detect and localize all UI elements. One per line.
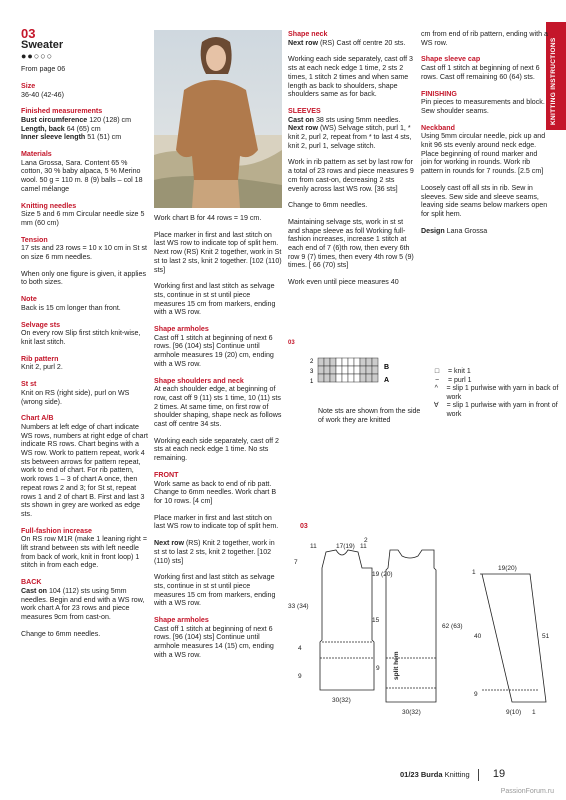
section-heading: Neckband [421, 123, 455, 132]
chart-cell [366, 366, 372, 374]
chart-cell [360, 374, 366, 382]
section-heading: BACK [21, 578, 42, 587]
text-line [21, 116, 149, 125]
body-text: Work in rib pattern as set by last row for a total of 23 rows and piece measures 9 cm from cast-on, decreasing 2 sts evenly across last WS row. [36 sts] [288, 158, 414, 193]
text-block [288, 55, 416, 99]
dim-sleeve-cap: 1 [472, 569, 476, 576]
section-heading: Full-fashion increase [21, 526, 92, 535]
page-number: 19 [492, 768, 506, 780]
chart-cell [318, 366, 324, 374]
section-heading: Shape armholes [154, 616, 209, 625]
text-block [154, 539, 282, 565]
text-block [21, 202, 149, 228]
body-text: Back is 15 cm longer than front. [21, 303, 121, 312]
body-text: Cast off 1 stitch at beginning of next 6 rows. [96 (104) sts] Continue until armhole measures 14 (15) cm, ending with a WS row. [154, 624, 274, 659]
section-heading: Size [21, 81, 36, 90]
body-text: When only one figure is given, it applies to both sizes. [21, 269, 146, 287]
text-block [288, 278, 416, 287]
dim-top-3: 11 [360, 543, 367, 550]
col2-body [154, 214, 282, 660]
column-1 [21, 26, 149, 646]
pattern-title: Sweater [21, 38, 64, 51]
text-block [21, 236, 149, 262]
chart-note: Note sts are shown from the side of work they are knitted [318, 408, 421, 424]
line-text: 120 (128) cm [87, 115, 131, 124]
chart-cell [324, 358, 330, 366]
legend-symbol: □ [434, 368, 440, 375]
section-heading: St st [21, 380, 37, 389]
chart-cell [336, 374, 342, 382]
line-text: Lana Grossa [444, 226, 488, 235]
body-text: Cast off 1 stitch at beginning of next 6 rows. [96 (104) sts] Continue until armhole measures 19 (20) cm, ending with a WS row. [154, 333, 274, 368]
dim-sleeve-rib: 9 [474, 691, 478, 698]
body-text: On RS row M1R (make 1 leaning right = lift strand between sts with left needle from back of work, knit in front loop) 1 stitch in from each edge. [21, 535, 147, 570]
section-heading: Tension [21, 235, 48, 244]
body-text: Work chart B for 44 rows = 19 cm. [154, 214, 262, 222]
body-text: Place marker in first and last stitch on last WS row to indicate top of split hem. [154, 513, 279, 531]
section-heading: Materials [21, 150, 52, 159]
svg-text:2: 2 [310, 359, 314, 365]
footer-section: Knitting [444, 770, 470, 779]
chart-cell [330, 358, 336, 366]
text-block [288, 30, 416, 47]
line-text: (RS) Knit 2 together, work in st st to last 2 sts, knit 2 together. [102 (110) sts] [154, 539, 275, 565]
line-label: Design [421, 226, 445, 235]
difficulty-rating: ●●○○○ [21, 51, 54, 62]
chart-cell [372, 358, 378, 366]
legend-label: = slip 1 purlwise with yarn in front of work [446, 402, 558, 418]
chart-cell [348, 366, 354, 374]
body-text: On every row Slip first stitch knit-wise, knit last stitch. [21, 329, 141, 346]
chart-label-a: A [384, 377, 390, 384]
from-page: From page 06 [21, 65, 66, 74]
body-text: Numbers at left edge of chart indicate WS rows, numbers at right edge of chart indicate RS rows. Chart begins with a WS row. Work to pattern repeat, work 4 sts between arrows for pattern repeat, work to end of chart. For rib pattern, work rows 1 – 3 of chart A once, then repeat rows 2 and 3; for St st, repeat rows 1 and 2 of chart B. First and last 3 sts shown in grey are worked as edge sts. [21, 422, 148, 518]
column-3 [288, 30, 416, 295]
body-text: 36-40 (42-46) [21, 90, 64, 99]
chart-cell [324, 374, 330, 382]
chart-cell [324, 366, 330, 374]
legend-item [426, 377, 566, 386]
body-text: Loosely cast off all sts in rib. Sew in sleeves. Sew side and sleeve seams, leaving side seams below markers open for split hem. [421, 183, 548, 218]
svg-text:3: 3 [310, 369, 314, 375]
dim-half-width: 30(32) [332, 697, 351, 704]
chart-cell [318, 374, 324, 382]
page-footer [400, 768, 505, 781]
line-text: 64 (65) cm [64, 124, 101, 133]
chart-label-b: B [384, 364, 390, 371]
legend-item [426, 402, 566, 419]
pattern-number: 03 [21, 26, 36, 41]
chart-cell [372, 366, 378, 374]
chart-cell [360, 358, 366, 366]
line-label: Next row [288, 124, 318, 133]
schematic-label: 03 [300, 523, 308, 530]
body-text: At each shoulder edge, at beginning of row, cast off 9 (11) sts 1 time, 10 (11) sts 2 times. At same time, on first row of shoulder shaping, shape neck as follows cast off centre 34 sts. [154, 385, 282, 429]
text-line [288, 116, 416, 125]
line-label: Cast on [21, 586, 48, 595]
chart-cell [348, 374, 354, 382]
section-heading: Shape shoulders and neck [154, 376, 244, 385]
text-block [21, 82, 149, 99]
legend-item [426, 368, 566, 377]
body-text: Change to 6mm needles. [21, 629, 101, 638]
section-heading: Shape sleeve cap [421, 55, 481, 64]
section-heading: Rib pattern [21, 354, 59, 363]
body-text: Cast off 1 stitch at beginning of next 6 rows. Cast off remaining 60 (64) sts. [421, 64, 540, 81]
text-line [154, 539, 282, 565]
dim-front-neck: 7 [294, 559, 298, 566]
section-heading: Knitting needles [21, 201, 77, 210]
legend-symbol: ∀ [433, 402, 439, 409]
legend-label: = slip 1 purlwise with yarn in back of work [446, 385, 559, 401]
body-text: Size 5 and 6 mm Circular needle size 5 mm (60 cm) [21, 210, 145, 227]
side-tab-label: KNITTING INSTRUCTIONS [550, 37, 557, 125]
line-text: 51 (51) cm [85, 133, 122, 142]
line-label: Next row [154, 539, 184, 548]
body-text: Work same as back to end of rib patt. Change to 6mm needles. Work chart B for 10 rows. [4 cm] [154, 479, 277, 505]
chart-cell [354, 374, 360, 382]
section-heading: Chart A/B [21, 414, 54, 423]
text-line [21, 587, 149, 622]
column-2 [154, 214, 282, 668]
model-photo [154, 30, 282, 208]
svg-text:1: 1 [310, 379, 314, 385]
text-block [421, 124, 549, 176]
chart-legend [426, 368, 566, 419]
dim-back-len: 62 (63) [442, 623, 463, 630]
body-text: Place marker in first and last stitch on last WS row to indicate top of split hem. Next row (RS) Knit 2 together, work in St st to last 2 sts, knit 2 together. [102 (110) sts] [154, 230, 282, 274]
dim-neck-drop: 2 [364, 537, 368, 544]
body-text: Working first and last stitch as selvage sts, continue in st st until piece measures 15 cm from markers, ending with a WS row. [154, 573, 276, 608]
dim-sleeve-bottom-side: 1 [532, 709, 536, 716]
line-text: 38 sts using 5mm needles. [314, 115, 401, 124]
text-block [21, 107, 149, 142]
body-text: Knit on RS (right side), purl on WS (wrong side). [21, 388, 130, 406]
chart-cell [318, 358, 324, 366]
text-block [421, 90, 549, 116]
text-block [21, 295, 149, 312]
dim-armhole: 19 (20) [372, 571, 393, 578]
text-block [154, 573, 282, 608]
body-text: Working each side separately, cast off 2 sts at each neck edge 1 time. No sts remaining. [154, 436, 279, 463]
dim-back-width: 30(32) [402, 709, 421, 716]
dim-sleeve-top: 19(20) [498, 565, 517, 572]
section-heading: Note [21, 295, 37, 304]
dim-top-1: 11 [310, 543, 317, 550]
line-text: (RS) Cast off centre 20 sts. [317, 38, 406, 47]
text-block [421, 30, 549, 47]
chart-cell [336, 358, 342, 366]
text-block [421, 184, 549, 219]
text-block [154, 471, 282, 506]
chart-marker: 03 [288, 340, 295, 346]
body-text: Work even until piece measures 40 [288, 278, 399, 287]
text-block [154, 282, 282, 317]
body-text: Change to 6mm needles. [288, 201, 368, 210]
dim-sleeve-len-a: 40 [474, 633, 482, 640]
text-block [21, 630, 149, 639]
chart-cell [348, 358, 354, 366]
footer-issue: 01/23 [400, 770, 419, 779]
line-label: Inner sleeve length [21, 133, 86, 142]
text-block [21, 321, 149, 347]
dim-side: 15 [372, 617, 380, 624]
text-block [288, 158, 416, 193]
dim-split-back: 9 [376, 665, 380, 672]
side-tab [546, 22, 566, 130]
chart-cell [336, 366, 342, 374]
chart-cell [360, 366, 366, 374]
section-heading: Selvage sts [21, 320, 61, 329]
col4-body [421, 30, 549, 235]
text-block [21, 380, 149, 406]
chart-cell [366, 374, 372, 382]
text-line [288, 124, 416, 150]
chart-cell [342, 366, 348, 374]
legend-item [426, 385, 566, 402]
line-label: Next row [288, 38, 318, 47]
body-text: Working first and last stitch as selvage sts, continue in st st until piece measures 15 cm from markers, ending with a WS row. [154, 282, 276, 317]
dim-rib: 9 [298, 673, 302, 680]
line-text: 104 (112) sts using 5mm needles. Begin and end with a WS row, work chart A for 23 rows and piece measures 9cm from cast-on. [21, 586, 145, 621]
col1-body [21, 82, 149, 639]
column-4 [421, 30, 549, 243]
legend-label: = purl 1 [448, 376, 472, 384]
text-block [21, 150, 149, 194]
body-text: Lana Grossa, Sara. Content 65 % cotton, 30 % baby alpaca, 5 % Merino wool. 50 g = 110 m. 8 (9) balls – col 18 camel mélange [21, 158, 143, 193]
chart-cell [372, 374, 378, 382]
chart-cell [342, 358, 348, 366]
text-block [21, 527, 149, 571]
line-text: (WS) Selvage stitch, purl 1, * knit 2, purl 2, repeat from * to last 4 sts, knit 2, purl 1, selvage stitch. [288, 124, 412, 150]
chart-cell [354, 358, 360, 366]
schematic-diagram [286, 530, 556, 735]
dim-body-len: 33 (34) [288, 603, 309, 610]
section-heading: Finished measurements [21, 107, 103, 116]
footer-brand: Burda [420, 770, 443, 779]
text-block [154, 214, 282, 223]
text-line [288, 39, 416, 48]
text-block [154, 437, 282, 463]
body-text: cm from end of rib pattern, ending with a WS row. [421, 30, 548, 47]
text-block [154, 616, 282, 660]
body-text: 17 sts and 23 rows = 10 x 10 cm in St st on size 6 mm needles. [21, 244, 147, 262]
dim-sleeve-len-b: 51 [542, 633, 550, 640]
text-block [288, 107, 416, 151]
text-line [21, 133, 149, 142]
dim-split-front: 4 [298, 645, 302, 652]
body-text: Pin pieces to measurements and block. Sew shoulder seams. [421, 98, 545, 115]
col3-body [288, 30, 416, 287]
watermark: PassionForum.ru [500, 788, 554, 795]
body-text: Working each side separately, cast off 3 sts at each neck edge 1 time, 2 sts 2 times, 1 stitch 2 times and when same length as back to shoulders, shape shoulders same as for back. [288, 55, 413, 99]
text-block [21, 270, 149, 287]
stitch-chart [310, 356, 420, 391]
text-block [288, 218, 416, 270]
chart-cell [354, 366, 360, 374]
text-block [154, 514, 282, 531]
text-line [421, 227, 549, 236]
legend-symbol: − [434, 376, 440, 384]
body-text: Using 5mm circular needle, pick up and knit 96 sts evenly around neck edge. Place beginning of round marker and join for working in rounds. Work rib pattern in rounds for 7 rounds. [2.5 cm] [421, 132, 546, 176]
text-block [21, 578, 149, 622]
section-heading: Shape neck [288, 30, 328, 38]
text-line [21, 125, 149, 134]
text-block [21, 414, 149, 518]
line-label: Cast on [288, 115, 315, 124]
text-block [421, 55, 549, 81]
chart-cell [342, 374, 348, 382]
legend-symbol: ^ [434, 385, 438, 392]
section-heading: FINISHING [421, 89, 457, 98]
section-heading: Shape armholes [154, 325, 209, 334]
text-block [154, 325, 282, 369]
text-block [154, 231, 282, 275]
section-heading: SLEEVES [288, 106, 321, 115]
text-block [288, 201, 416, 210]
dim-sleeve-bottom: 9(10) [506, 709, 522, 716]
line-label: Bust circumference [21, 115, 88, 124]
dim-top-2: 17(19) [336, 543, 355, 550]
text-block [21, 355, 149, 372]
chart-cell [366, 358, 372, 366]
chart-cell [330, 374, 336, 382]
section-heading: FRONT [154, 470, 179, 479]
footer-divider [478, 769, 479, 781]
text-block [421, 227, 549, 236]
chart-cell [330, 366, 336, 374]
line-label: Length, back [21, 124, 65, 133]
split-hem-label: split hem [393, 651, 400, 680]
body-text: Knit 2, purl 2. [21, 363, 63, 372]
text-block [154, 377, 282, 429]
body-text: Maintaining selvage sts, work in st st and shape sleeve as foll Working full-fashion increases, increase 1 stitch at each end of 7 (6)th row, then every 6th row 9 (7) times, then every 4th row 5 (9) times. [ 66 (70) sts] [288, 217, 414, 270]
legend-label: = knit 1 [448, 368, 471, 375]
